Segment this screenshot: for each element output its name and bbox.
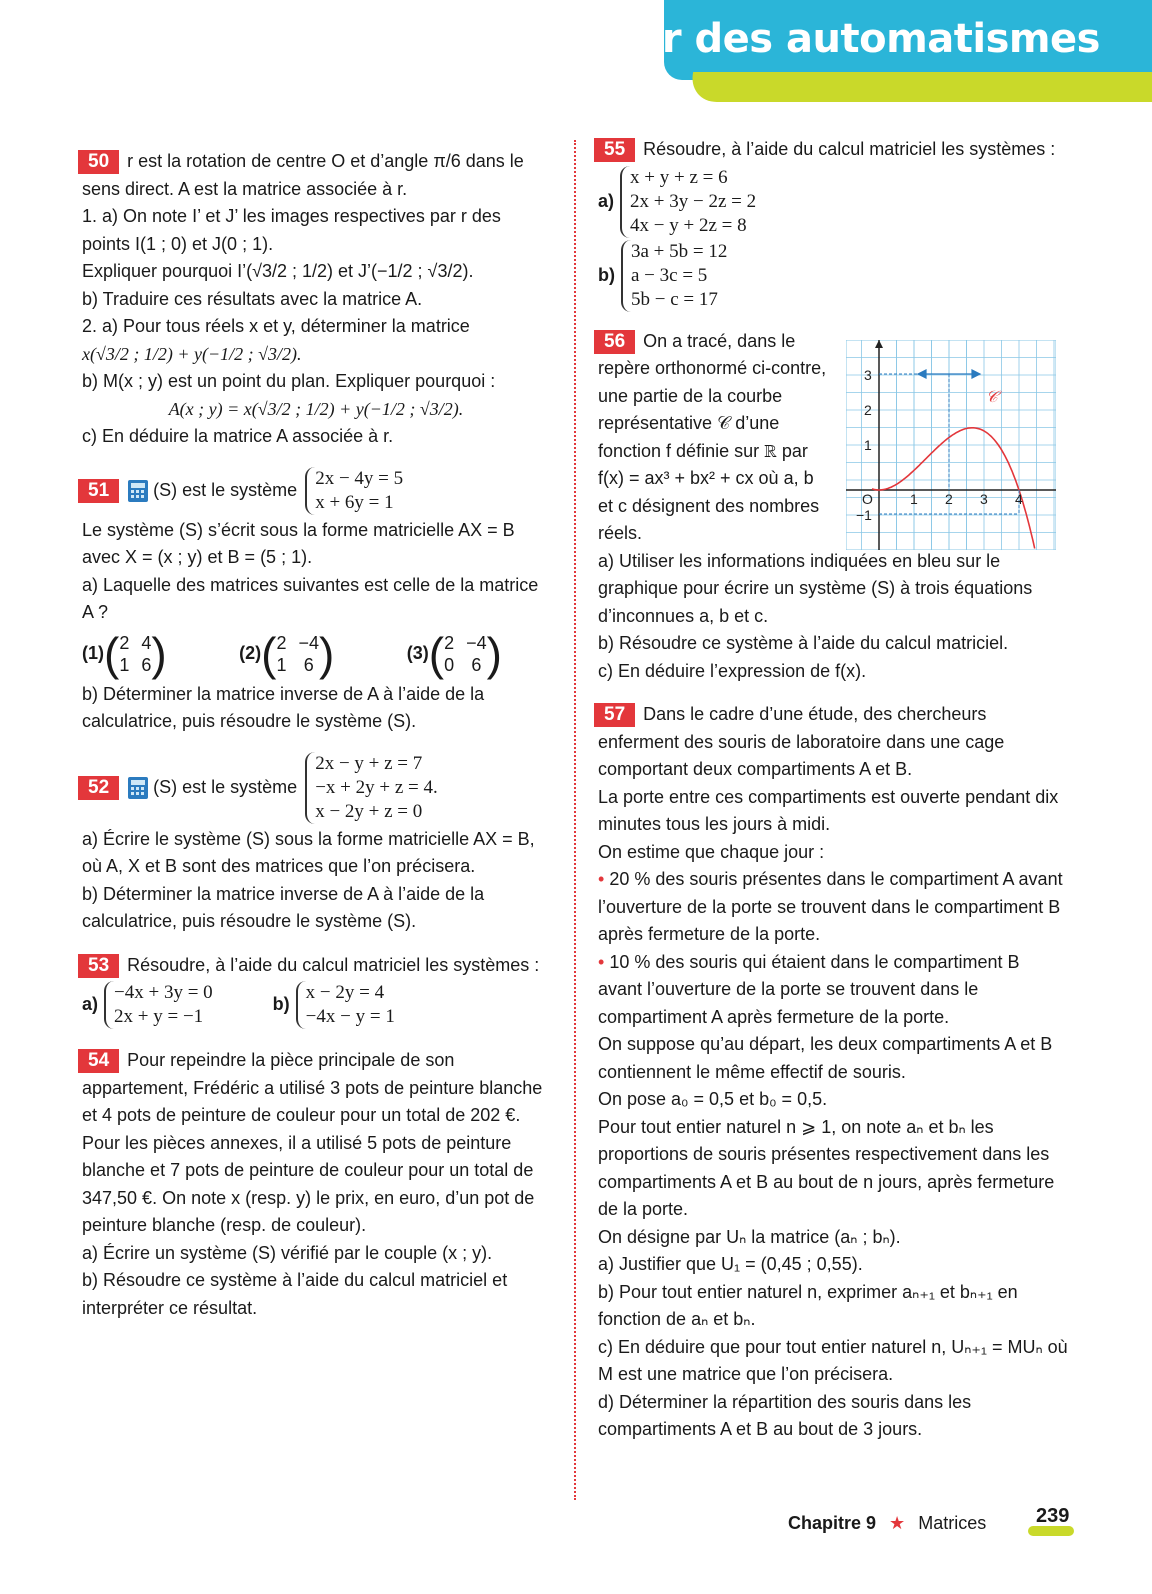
calculator-icon bbox=[127, 479, 149, 503]
cell: 6 bbox=[141, 654, 152, 675]
exercise-number: 52 bbox=[78, 776, 119, 800]
equation: x − 2y = 4 bbox=[305, 982, 385, 1003]
tick-label: 1 bbox=[910, 491, 918, 507]
exercise-number: 56 bbox=[594, 330, 635, 354]
exercise-51-qb: b) Déterminer la matrice inverse de A à l’aide de la calculatrice, puis résoudre le système (S). bbox=[82, 683, 485, 731]
system-brace bbox=[104, 981, 213, 1029]
equation: 2x + 3y − 2z = 2 bbox=[630, 190, 757, 212]
equation: −4x − y = 1 bbox=[305, 1006, 395, 1027]
exercise-57-qa: a) Justifier que U₁ = (0,45 ; 0,55). bbox=[598, 1254, 863, 1274]
matrix-option-3: (3) ( 2 −4 0 6 ) bbox=[406, 627, 502, 680]
exercise-number: 57 bbox=[594, 703, 635, 727]
matrix-options bbox=[82, 627, 502, 680]
exercise-number: 54 bbox=[78, 1049, 119, 1073]
exercise-number: 55 bbox=[594, 138, 635, 162]
matrix-option-1: (1) ( 2 4 1 6 ) bbox=[82, 627, 167, 680]
footer-topic: Matrices bbox=[918, 1513, 987, 1533]
exercise-53 bbox=[82, 952, 550, 1032]
exercise-52-intro: (S) est le système bbox=[153, 776, 298, 797]
tick-label: 1 bbox=[864, 437, 872, 453]
page-title: Acquérir des automatismes bbox=[493, 16, 1100, 62]
equation: 5b − c = 17 bbox=[631, 288, 718, 310]
equation: x + y + z = 6 bbox=[630, 166, 728, 188]
exercise-50-q1b: b) Traduire ces résultats avec la matrice A. bbox=[82, 288, 423, 309]
exercise-57-bullet2: 10 % des souris qui étaient dans le compartiment B avant l’ouverture de la porte se trouvent dans le compartiment A après fermeture de la porte. bbox=[598, 951, 1020, 1027]
exercise-56-text: On a tracé, dans le repère orthonormé ci-contre, une partie de la courbe représentative 𝒞 d’une fonction f définie sur ℝ par f(x) = ax³ + bx² + cx où a, b et c désignent des nombres réels. bbox=[598, 330, 827, 543]
part-label: b) bbox=[598, 264, 615, 285]
cell: 6 bbox=[303, 654, 314, 675]
footer-chapter: Chapitre 9 bbox=[788, 1513, 877, 1533]
tick-label: 4 bbox=[1015, 491, 1023, 507]
cell: 2 bbox=[119, 632, 130, 653]
exercise-50-intro2: sens direct. A est la matrice associée à r. bbox=[82, 178, 408, 199]
part-label: a) bbox=[82, 994, 99, 1015]
equation: 2x − y + z = 7 bbox=[315, 752, 423, 774]
exercise-53-intro: Résoudre, à l’aide du calcul matriciel les systèmes : bbox=[127, 954, 540, 975]
exercise-54-qb: b) Résoudre ce système à l’aide du calcul matriciel et interpréter ce résultat. bbox=[82, 1270, 508, 1318]
exercise-51-intro: (S) est le système bbox=[153, 479, 298, 500]
bullet-icon: • bbox=[598, 951, 605, 972]
exercise-56-qb: b) Résoudre ce système à l’aide du calcul matriciel. bbox=[598, 633, 1009, 653]
page-number: 239 bbox=[1036, 1505, 1070, 1527]
exercise-50-q2a-expr: x(√3/2 ; 1/2) + y(−1/2 ; √3/2). bbox=[82, 343, 302, 364]
tick-label: 3 bbox=[980, 491, 988, 507]
exercise-57-p5: On pose a₀ = 0,5 et b₀ = 0,5. bbox=[598, 1089, 828, 1109]
exercise-52-qa: a) Écrire le système (S) sous la forme matricielle AX = B, où A, X et B sont des matrices que l’on précisera. bbox=[82, 828, 535, 876]
left-column bbox=[82, 148, 550, 1338]
tick-label: 2 bbox=[864, 402, 872, 418]
exercise-51-text1: Le système (S) s’écrit sous la forme matricielle AX = B bbox=[82, 519, 515, 540]
cell: −4 bbox=[466, 632, 487, 653]
cell: 2 bbox=[444, 632, 455, 653]
exercise-50-q2b-expr: A(x ; y) = x(√3/2 ; 1/2) + y(−1/2 ; √3/2). bbox=[168, 398, 464, 419]
bullet-icon: • bbox=[598, 869, 605, 889]
equation: −x + 2y + z = 4. bbox=[315, 776, 438, 798]
exercise-57-qc: c) En déduire que pour tout entier naturel n, Uₙ₊₁ = MUₙ où M est une matrice que l’on précisera. bbox=[598, 1336, 1068, 1384]
exercise-55 bbox=[598, 136, 1068, 312]
exercise-57-p7: On désigne par Uₙ la matrice (aₙ ; bₙ). bbox=[598, 1226, 901, 1247]
equation: 4x − y + 2z = 8 bbox=[630, 214, 747, 236]
equation: 3a + 5b = 12 bbox=[631, 240, 728, 262]
system-brace bbox=[620, 166, 756, 238]
option-label: (1) bbox=[82, 642, 104, 663]
exercise-50-q2c: c) En déduire la matrice A associée à r. bbox=[82, 426, 394, 446]
option-label: (3) bbox=[406, 642, 429, 663]
matrix-option-2: (2) ( 2 −4 1 6 ) bbox=[239, 627, 335, 680]
system-brace bbox=[305, 467, 403, 515]
exercise-50-q1a: 1. a) On note I’ et J’ les images respectives par r des points I(1 ; 0) et J(0 ; 1). bbox=[82, 206, 501, 254]
tick-label: 2 bbox=[945, 491, 953, 507]
equation: x − 2y + z = 0 bbox=[315, 800, 423, 822]
exercise-50 bbox=[82, 148, 550, 451]
equation: 2x − 4y = 5 bbox=[315, 467, 404, 489]
function-graph bbox=[846, 340, 1056, 550]
cell: −4 bbox=[298, 632, 320, 653]
exercise-57 bbox=[598, 701, 1068, 1444]
exercise-55-intro: Résoudre, à l’aide du calcul matriciel les systèmes : bbox=[643, 139, 1056, 159]
option-label: (2) bbox=[239, 642, 262, 663]
exercise-57-qd: d) Déterminer la répartition des souris dans les compartiments A et B au bout de 3 jours. bbox=[598, 1391, 972, 1439]
exercise-54-text: Pour repeindre la pièce principale de son appartement, Frédéric a utilisé 3 pots de peinture blanche et 4 pots de peinture de couleur pour un total de 202 €. Pour les pièces annexes, il a utilisé 5 pots de peinture blanche et 7 pots de peinture de couleur pour un total de 347,50 €. On note x (resp. y) le prix, en euro, d’un pot de peinture blanche (resp. de couleur). bbox=[82, 1050, 543, 1235]
equation: a − 3c = 5 bbox=[631, 264, 708, 286]
exercise-50-intro1: r est la rotation de centre O et d’angle π/6 dans le bbox=[127, 151, 524, 171]
exercise-52 bbox=[82, 752, 550, 936]
exercise-51-text2: avec X = (x ; y) et B = (5 ; 1). bbox=[82, 547, 313, 567]
part-label: b) bbox=[272, 994, 290, 1015]
cell: 0 bbox=[444, 654, 455, 675]
cell: 6 bbox=[471, 654, 482, 675]
exercise-54-qa: a) Écrire un système (S) vérifié par le couple (x ; y). bbox=[82, 1242, 493, 1263]
exercise-57-p1: Dans le cadre d’une étude, des chercheurs enferment des souris de laboratoire dans une cage comportant deux compartiments A et B. bbox=[598, 704, 1005, 779]
system-brace bbox=[296, 981, 395, 1029]
exercise-50-q1a-expr: Expliquer pourquoi I’(√3/2 ; 1/2) et J’(−1/2 ; √3/2). bbox=[82, 261, 474, 281]
cell: 4 bbox=[141, 632, 152, 653]
exercise-57-p6: Pour tout entier naturel n ⩾ 1, on note aₙ et bₙ les proportions de souris présentes respectivement dans les compartiments A et B au bout de n jours, après fermeture de la porte. bbox=[598, 1116, 1055, 1219]
part-label: a) bbox=[598, 190, 615, 211]
tick-label: −1 bbox=[856, 507, 872, 523]
exercise-52-qb: b) Déterminer la matrice inverse de A à l’aide de la calculatrice, puis résoudre le système (S). bbox=[82, 883, 485, 931]
cell: 1 bbox=[119, 654, 130, 675]
exercise-56-qc: c) En déduire l’expression de f(x). bbox=[598, 660, 867, 681]
exercise-number: 50 bbox=[78, 150, 119, 174]
tick-label: O bbox=[862, 491, 873, 507]
system-brace bbox=[305, 752, 438, 824]
right-column bbox=[598, 136, 1068, 1460]
equation: −4x + 3y = 0 bbox=[114, 982, 213, 1003]
exercise-51 bbox=[82, 467, 550, 736]
exercise-57-p4: On suppose qu’au départ, les deux compartiments A et B contiennent le même effectif de souris. bbox=[598, 1034, 1053, 1082]
cell: 2 bbox=[276, 632, 287, 653]
exercise-number: 53 bbox=[78, 954, 119, 978]
curve-label: 𝒞 bbox=[986, 389, 998, 406]
exercise-57-p3: On estime que chaque jour : bbox=[598, 841, 825, 862]
exercise-50-q2b: b) M(x ; y) est un point du plan. Expliquer pourquoi : bbox=[82, 371, 496, 391]
equation: x + 6y = 1 bbox=[315, 491, 394, 513]
header-banner-accent bbox=[687, 72, 1152, 102]
system-brace bbox=[621, 240, 727, 312]
page-footer bbox=[788, 1513, 986, 1534]
exercise-57-p2: La porte entre ces compartiments est ouverte pendant dix minutes tous les jours à midi. bbox=[598, 786, 1059, 834]
exercise-54 bbox=[82, 1047, 550, 1322]
tick-label: 3 bbox=[864, 367, 872, 383]
exercise-number: 51 bbox=[78, 479, 119, 503]
exercise-51-qa: a) Laquelle des matrices suivantes est celle de la matrice A ? bbox=[82, 574, 539, 622]
exercise-57-bullet1: 20 % des souris présentes dans le compartiment A avant l’ouverture de la porte se trouvent dans le compartiment B après fermeture de la porte. bbox=[598, 869, 1063, 944]
cell: 1 bbox=[276, 654, 287, 675]
equation: 2x + y = −1 bbox=[114, 1006, 204, 1027]
calculator-icon bbox=[127, 776, 149, 800]
column-divider bbox=[574, 140, 576, 1500]
exercise-50-q2a: 2. a) Pour tous réels x et y, déterminer la matrice bbox=[82, 316, 470, 336]
star-icon: ★ bbox=[889, 1513, 906, 1533]
exercise-57-qb: b) Pour tout entier naturel n, exprimer aₙ₊₁ et bₙ₊₁ en fonction de aₙ et bₙ. bbox=[598, 1281, 1018, 1329]
exercise-56-qa: a) Utiliser les informations indiquées en bleu sur le graphique pour écrire un système (S) à trois équations d’inconnues a, b et c. bbox=[598, 550, 1033, 626]
